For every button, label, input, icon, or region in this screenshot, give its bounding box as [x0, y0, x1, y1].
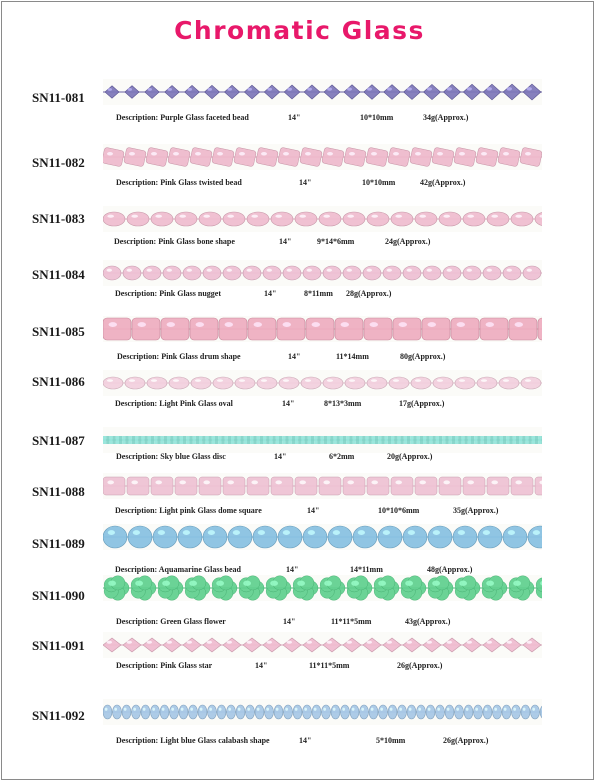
- catalog-page: [1, 1, 594, 780]
- size-text: 8*11mm: [304, 289, 333, 298]
- length-text: 14": [264, 289, 276, 298]
- length-text: 14": [299, 736, 311, 745]
- weight-text: 34g(Approx.): [423, 113, 468, 122]
- description-text: Description: Pink Glass twisted bead: [116, 178, 242, 187]
- size-text: 11*11*5mm: [331, 617, 371, 626]
- description-text: Description: Light pink Glass dome square: [115, 506, 262, 515]
- sku-label: SN11-086: [32, 374, 85, 390]
- size-text: 6*2mm: [329, 452, 354, 461]
- bead-strand-image: [103, 699, 542, 725]
- product-description-row: [2, 661, 594, 671]
- bead-strand-image: [103, 316, 542, 342]
- bead-strand-graphic: [103, 699, 542, 725]
- weight-text: 17g(Approx.): [399, 399, 444, 408]
- page-title: Chromatic Glass: [2, 16, 594, 45]
- size-text: 14*11mm: [350, 565, 383, 574]
- description-text: Description: Light Pink Glass oval: [115, 399, 233, 408]
- size-text: 10*10mm: [360, 113, 393, 122]
- product-description-row: [2, 565, 594, 575]
- bead-strand-image: [103, 427, 542, 453]
- weight-text: 26g(Approx.): [397, 661, 442, 670]
- length-text: 14": [282, 399, 294, 408]
- length-text: 14": [283, 617, 295, 626]
- product-description-row: [2, 399, 594, 409]
- sku-label: SN11-084: [32, 267, 85, 283]
- weight-text: 26g(Approx.): [443, 736, 488, 745]
- bead-strand-image: [103, 575, 542, 601]
- bead-strand-graphic: [103, 473, 542, 499]
- size-text: 9*14*6mm: [317, 237, 354, 246]
- description-text: Description: Purple Glass faceted bead: [116, 113, 249, 122]
- length-text: 14": [279, 237, 291, 246]
- product-description-row: [2, 352, 594, 362]
- size-text: 10*10mm: [362, 178, 395, 187]
- size-text: 5*10mm: [376, 736, 405, 745]
- bead-strand-image: [103, 144, 542, 170]
- product-description-row: [2, 289, 594, 299]
- sku-label: SN11-092: [32, 708, 85, 724]
- sku-label: SN11-083: [32, 211, 85, 227]
- size-text: 10*10*6mm: [378, 506, 419, 515]
- description-text: Description: Pink Glass nugget: [115, 289, 221, 298]
- sku-label: SN11-090: [32, 588, 85, 604]
- sku-label: SN11-082: [32, 155, 85, 171]
- bead-strand-graphic: [103, 370, 542, 396]
- product-description-row: [2, 237, 594, 247]
- description-text: Description: Light blue Glass calabash shape: [116, 736, 270, 745]
- product-description-row: [2, 178, 594, 188]
- description-text: Description: Green Glass flower: [116, 617, 226, 626]
- size-text: 11*11*5mm: [309, 661, 349, 670]
- bead-strand-image: [103, 206, 542, 232]
- description-text: Description: Aquamarine Glass bead: [115, 565, 241, 574]
- description-text: Description: Pink Glass star: [116, 661, 212, 670]
- length-text: 14": [286, 565, 298, 574]
- weight-text: 20g(Approx.): [387, 452, 432, 461]
- length-text: 14": [299, 178, 311, 187]
- weight-text: 43g(Approx.): [405, 617, 450, 626]
- bead-strand-image: [103, 370, 542, 396]
- sku-label: SN11-081: [32, 90, 85, 106]
- bead-strand-graphic: [103, 144, 542, 170]
- bead-strand-image: [103, 473, 542, 499]
- length-text: 14": [288, 113, 300, 122]
- weight-text: 24g(Approx.): [385, 237, 430, 246]
- bead-strand-graphic: [103, 206, 542, 232]
- bead-strand-image: [103, 260, 542, 286]
- size-text: 8*13*3mm: [324, 399, 361, 408]
- sku-label: SN11-088: [32, 484, 85, 500]
- bead-strand-image: [103, 79, 542, 105]
- description-text: Description: Sky blue Glass disc: [116, 452, 226, 461]
- length-text: 14": [288, 352, 300, 361]
- size-text: 11*14mm: [336, 352, 369, 361]
- description-text: Description: Pink Glass drum shape: [117, 352, 241, 361]
- bead-strand-graphic: [103, 575, 542, 601]
- description-text: Description: Pink Glass bone shape: [114, 237, 235, 246]
- sku-label: SN11-091: [32, 638, 85, 654]
- sku-label: SN11-089: [32, 536, 85, 552]
- product-description-row: [2, 506, 594, 516]
- length-text: 14": [255, 661, 267, 670]
- bead-strand-graphic: [103, 79, 542, 105]
- product-description-row: [2, 452, 594, 462]
- weight-text: 42g(Approx.): [420, 178, 465, 187]
- bead-strand-graphic: [103, 632, 542, 658]
- bead-strand-graphic: [103, 316, 542, 342]
- length-text: 14": [274, 452, 286, 461]
- weight-text: 48g(Approx.): [427, 565, 472, 574]
- sku-label: SN11-085: [32, 324, 85, 340]
- bead-strand-graphic: [103, 260, 542, 286]
- weight-text: 80g(Approx.): [400, 352, 445, 361]
- weight-text: 35g(Approx.): [453, 506, 498, 515]
- bead-strand-graphic: [103, 427, 542, 453]
- product-description-row: [2, 617, 594, 627]
- product-description-row: [2, 736, 594, 746]
- bead-strand-graphic: [103, 524, 542, 550]
- sku-label: SN11-087: [32, 433, 85, 449]
- product-description-row: [2, 113, 594, 123]
- bead-strand-image: [103, 632, 542, 658]
- weight-text: 28g(Approx.): [346, 289, 391, 298]
- length-text: 14": [307, 506, 319, 515]
- bead-strand-image: [103, 524, 542, 550]
